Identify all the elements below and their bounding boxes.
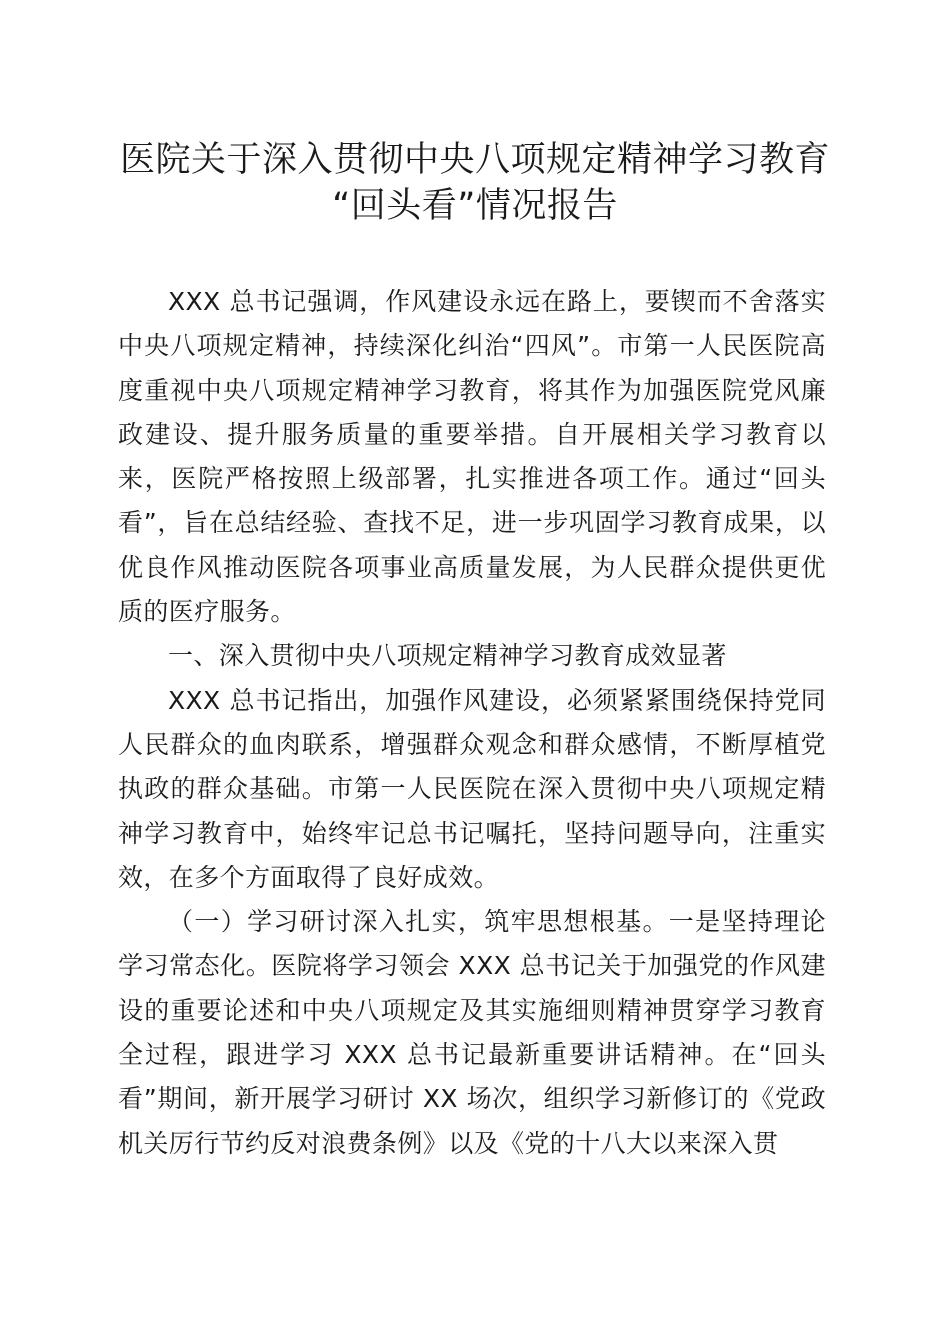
document-body: [118, 280, 826, 1166]
document-title-line-2: “回头看”情况报告: [332, 186, 618, 226]
intro-paragraph: XXX 总书记强调，作风建设永远在路上，要锲而不舍落实中央八项规定精神，持续深化纠治“四风”。市第一人民医院高度重视中央八项规定精神学习教育，将其作为加强医院党风廉政建设、提升服务质量的重要举措。自开展相关学习教育以来，医院严格按照上级部署，扎实推进各项工作。通过“回头看”，旨在总结经验、查找不足，进一步巩固学习教育成果，以优良作风推动医院各项事业高质量发展，为人民群众提供更优质的医疗服务。: [118, 287, 826, 627]
document-title-line-1: 医院关于深入贯彻中央八项规定精神学习教育: [119, 140, 830, 180]
section-heading-1: 一、深入贯彻中央八项规定精神学习教育成效显著: [168, 641, 727, 671]
section-1-paragraph: XXX 总书记指出，加强作风建设，必须紧紧围绕保持党同人民群众的血肉联系，增强群众观念和群众感情，不断厚植党执政的群众基础。市第一人民医院在深入贯彻中央八项规定精神学习教育中，始终牢记总书记嘱托，坚持问题导向，注重实效，在多个方面取得了良好成效。: [118, 685, 826, 892]
subsection-1-paragraph: （一）学习研讨深入扎实，筑牢思想根基。一是坚持理论学习常态化。医院将学习领会 XXX 总书记关于加强党的作风建设的重要论述和中央八项规定及其实施细则精神贯穿学习教育全过程，跟进学习 XXX 总书记最新重要讲话精神。在“回头看”期间，新开展学习研讨 XX 场次，组织学习新修订的《党政机关厉行节约反对浪费条例》以及《党的十八大以来深入贯: [118, 907, 826, 1158]
